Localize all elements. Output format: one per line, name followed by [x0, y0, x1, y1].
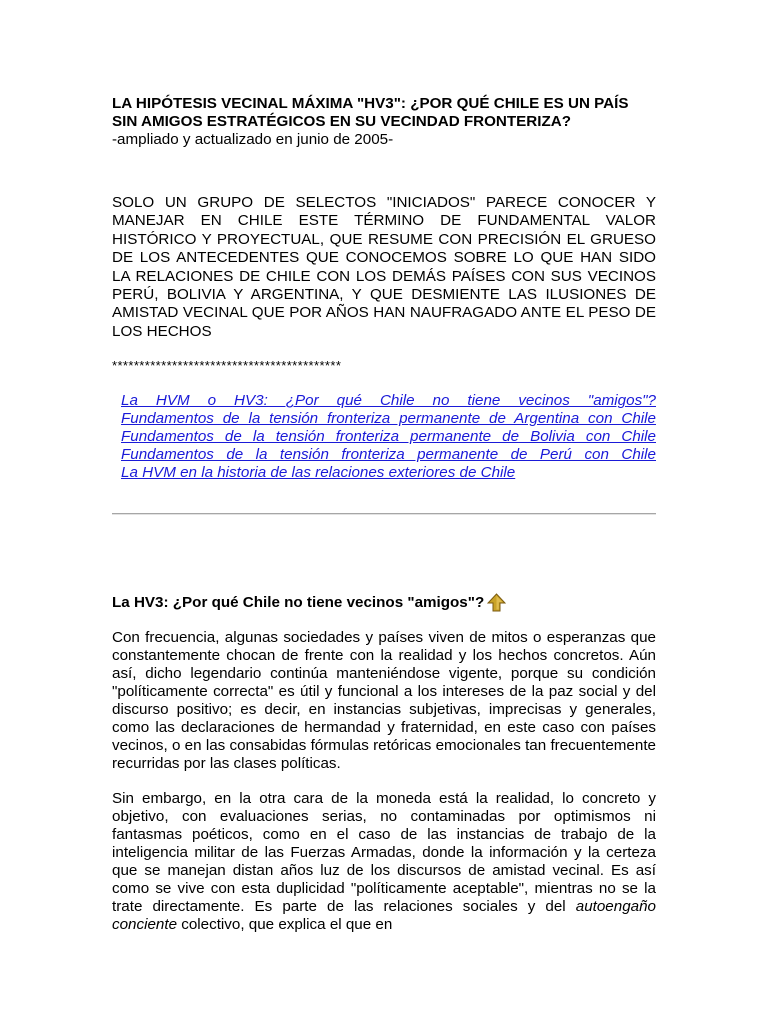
toc-link-peru[interactable]: Fundamentos de la tensión fronteriza permanente de Perú con Chile: [121, 446, 656, 464]
document-title: LA HIPÓTESIS VECINAL MÁXIMA "HV3": ¿POR QUÉ CHILE ES UN PAÍS SIN AMIGOS ESTRATÉGICOS EN SU VECINDAD FRONTERIZA?: [112, 95, 629, 130]
toc-link-argentina[interactable]: Fundamentos de la tensión fronteriza permanente de Argentina con Chile: [121, 410, 656, 428]
intro-paragraph: SOLO UN GRUPO DE SELECTOS "INICIADOS" PARECE CONOCER Y MANEJAR EN CHILE ESTE TÉRMINO DE FUNDAMENTAL VALOR HISTÓRICO Y PROYECTUAL, QUE RESUME CON PRECISIÓN EL GRUESO DE LOS ANTECEDENTES QUE CONOCEMOS SOBRE LO QUE HAN SIDO LA RELACIONES DE CHILE CON LOS DEMÁS PAÍSES CON SUS VECINOS PERÚ, BOLIVIA Y ARGENTINA, Y QUE DESMIENTE LAS ILUSIONES DE AMISTAD VECINAL QUE POR AÑOS HAN NAUFRAGADO ANTE EL PESO DE LOS HECHOS: [112, 194, 656, 340]
paragraph-2-italic: autoengaño conciente: [112, 898, 656, 934]
section-heading-text: La HV3: ¿Por qué Chile no tiene vecinos "amigos"?: [112, 593, 485, 611]
section-heading: [112, 593, 656, 612]
body-paragraph-2: [112, 790, 656, 934]
toc-link-history[interactable]: La HVM en la historia de las relaciones exteriores de Chile: [121, 464, 516, 482]
toc-link-bolivia[interactable]: Fundamentos de la tensión fronteriza permanente de Bolivia con Chile: [121, 428, 656, 446]
toc-link-hvm[interactable]: La HVM o HV3: ¿Por qué Chile no tiene vecinos "amigos"?: [121, 392, 656, 410]
paragraph-2-end: colectivo, que explica el que en: [177, 916, 393, 934]
body-paragraph-1: Con frecuencia, algunas sociedades y países viven de mitos o esperanzas que constantemente chocan de frente con la realidad y los hechos concretos. Aún así, dicho legendario continúa manteniéndose vigente, porque su condición "políticamente correcta" es útil y funcional a los intereses de la paz social y del discurso positivo; es decir, en instancias subjetivas, imprecisas y generales, como las declaraciones de hermandad y fraternidad, en este caso con países vecinos, o en las consabidas fórmulas retóricas emocionales tan frecuentemente recurridas por las clases políticas.: [112, 629, 656, 773]
document-subtitle: -ampliado y actualizado en junio de 2005-: [112, 131, 394, 148]
asterisk-separator: ******************************************: [112, 358, 342, 374]
table-of-contents: [121, 392, 656, 482]
paragraph-2-start: Sin embargo, en la otra cara de la moneda está la realidad, lo concreto y objetivo, con evaluaciones serias, no contaminadas por optimismos ni fantasmas poéticos, como en el caso de las instancias de trabajo de la inteligencia militar de las Fuerzas Armadas, donde la información y la certeza que se manejan distan años luz de los discursos de amistad vecinal. Es así como se vive con esta duplicidad "políticamente aceptable", mientras no se la trate directamente. Es parte de las relaciones sociales y del: [112, 790, 656, 916]
up-arrow-icon[interactable]: [487, 593, 506, 612]
horizontal-divider: [112, 513, 656, 515]
